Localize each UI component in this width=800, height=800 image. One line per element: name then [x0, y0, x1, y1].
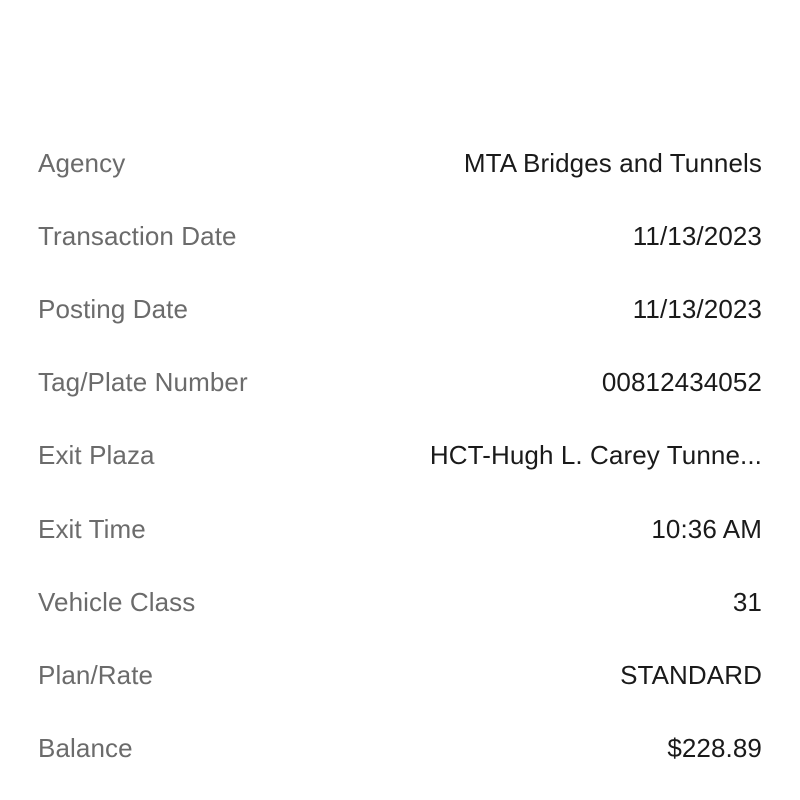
- balance-value: $228.89: [667, 732, 762, 763]
- vehicle-class-label: Vehicle Class: [38, 586, 196, 617]
- detail-row-tag-plate-number: [38, 346, 762, 419]
- exit-plaza-label: Exit Plaza: [38, 440, 155, 471]
- tag-plate-number-label: Tag/Plate Number: [38, 367, 248, 398]
- plan-rate-value: STANDARD: [620, 659, 762, 690]
- detail-row-exit-plaza: [38, 419, 762, 492]
- transaction-date-value: 11/13/2023: [632, 221, 762, 252]
- detail-row-transaction-date: [38, 200, 762, 273]
- exit-time-value: 10:36 AM: [651, 513, 762, 544]
- vehicle-class-value: 31: [732, 586, 762, 617]
- plan-rate-label: Plan/Rate: [38, 659, 154, 690]
- detail-row-exit-time: [38, 492, 762, 565]
- detail-row-posting-date: [38, 273, 762, 346]
- exit-plaza-value: HCT-Hugh L. Carey Tunne...: [429, 440, 762, 471]
- detail-row-balance: [38, 712, 762, 785]
- agency-value: MTA Bridges and Tunnels: [463, 148, 762, 179]
- agency-label: Agency: [38, 148, 126, 179]
- posting-date-label: Posting Date: [38, 294, 189, 325]
- detail-row-plan-rate: [38, 639, 762, 712]
- balance-label: Balance: [38, 732, 133, 763]
- tag-plate-number-value: 00812434052: [601, 367, 762, 398]
- detail-row-vehicle-class: [38, 566, 762, 639]
- exit-time-label: Exit Time: [38, 513, 146, 544]
- transaction-details-list: [38, 127, 762, 785]
- detail-row-agency: [38, 127, 762, 200]
- transaction-date-label: Transaction Date: [38, 221, 237, 252]
- posting-date-value: 11/13/2023: [632, 294, 762, 325]
